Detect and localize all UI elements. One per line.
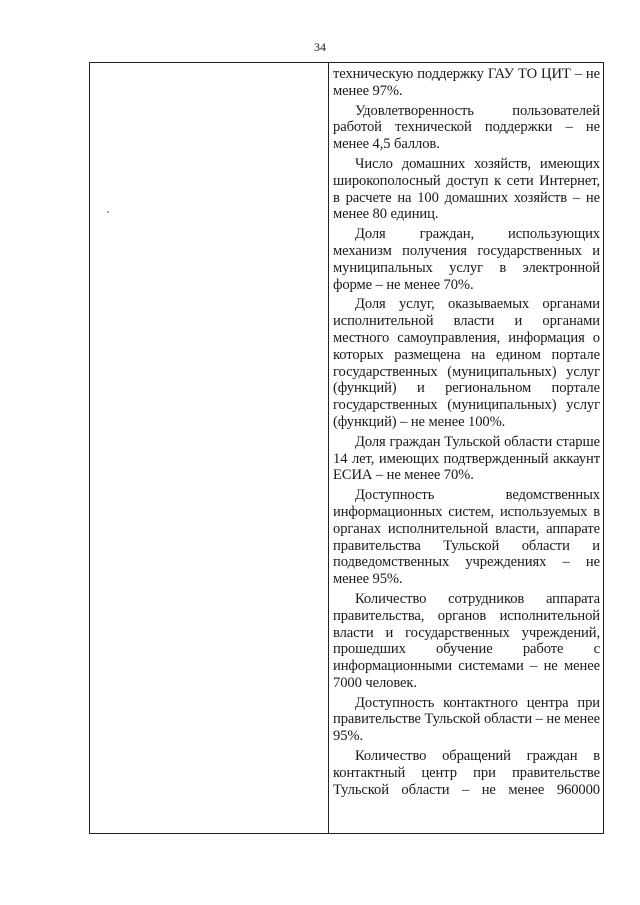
indicators-table <box>89 62 604 834</box>
paragraph-services-on-portal: Доля услуг, оказываемых органами исполнительной власти и органами местного самоуправления, информация о которых размещена на едином портале государственных (муниципальных) услуг (функций) и региональном портале государственных (муниципальных) услуг (функций) – не менее 100%. <box>333 296 600 430</box>
paragraph-contact-center-availability: Доступность контактного центра при правительстве Тульской области – не менее 95%. <box>333 694 600 745</box>
paragraph-staff-training: Количество сотрудников аппарата правительства, органов исполнительной власти и государственных учреждений, прошедших обучение работе с информационными системами – не менее 7000 человек. <box>333 590 600 691</box>
paragraph-user-satisfaction: Удовлетворенность пользователей работой технической поддержки – не менее 4,5 баллов. <box>333 102 600 153</box>
paragraph-broadband-households: Число домашних хозяйств, имеющих широкополосный доступ к сети Интернет, в расчете на 100 домашних хозяйств – не менее 80 единиц. <box>333 155 600 223</box>
paragraph-esia-accounts: Доля граждан Тульской области старше 14 лет, имеющих подтвержденный аккаунт ЕСИА – не менее 70%. <box>333 433 600 484</box>
paragraph-tech-support-continuation: техническую поддержку ГАУ ТО ЦИТ – не менее 97%. <box>333 66 600 99</box>
page-number: 34 <box>314 40 326 54</box>
paragraph-is-availability: Доступность ведомственных информационных систем, используемых в органах исполнительной власти, аппарате правительства Тульской области и подведомственных учреждениях – не менее 95%. <box>333 487 600 588</box>
paragraph-e-services-citizens: Доля граждан, использующих механизм получения государственных и муниципальных услуг в электронной форме – не менее 70%. <box>333 226 600 293</box>
table-left-cell <box>90 63 329 833</box>
scan-speck <box>107 211 109 213</box>
table-right-cell <box>329 63 603 833</box>
paragraph-contact-center-requests: Количество обращений граждан в контактный центр при правительстве Тульской области – не менее 960000 <box>333 748 600 798</box>
